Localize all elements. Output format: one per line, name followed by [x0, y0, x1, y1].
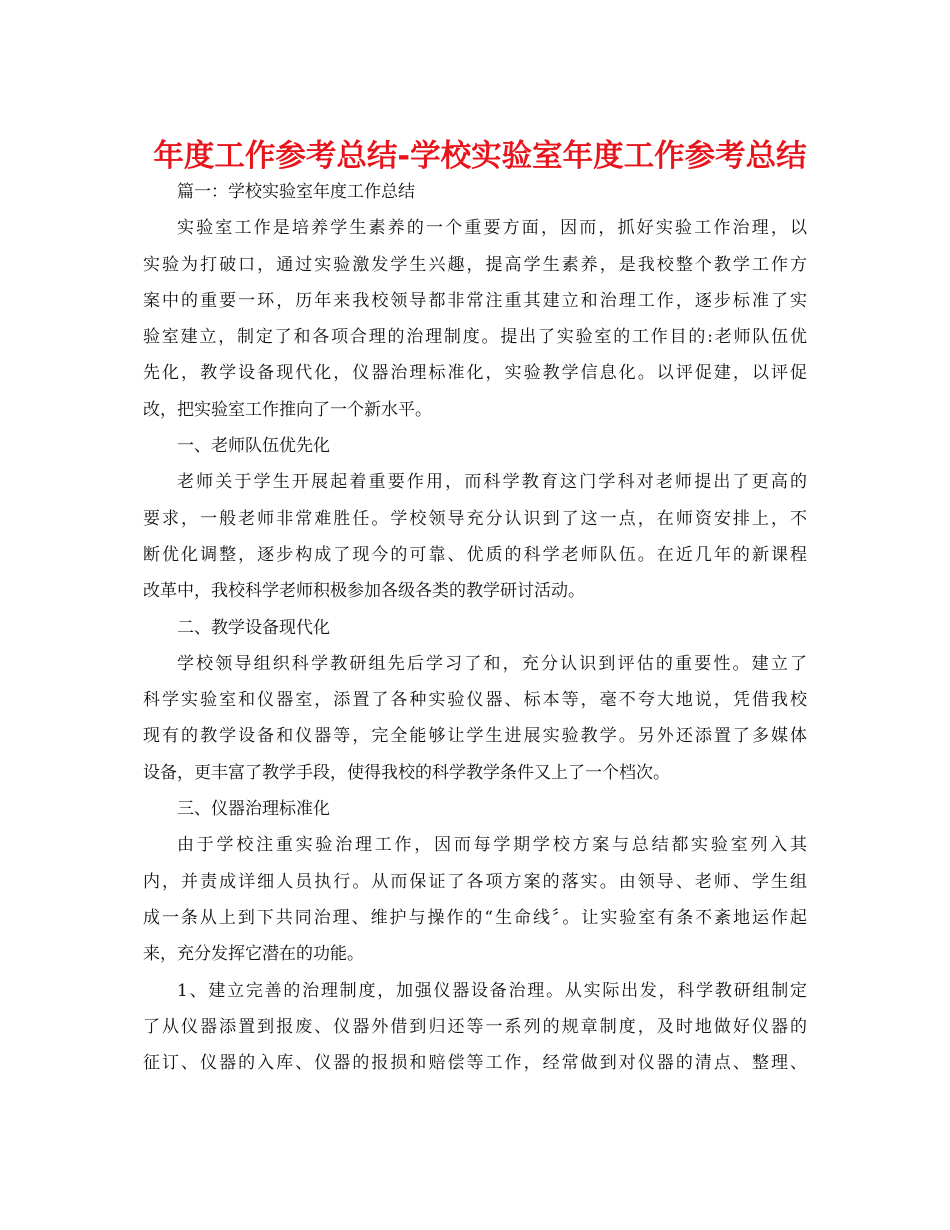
- paragraph-line: 征订、仪器的入库、仪器的报损和赔偿等工作，经常做到对仪器的清点、整理、: [143, 1053, 807, 1074]
- heading-line: 二、教学设备现代化: [177, 617, 330, 638]
- paragraph-section-2: [143, 646, 807, 791]
- paragraph-line: 内，并责成详细人员执行。从而保证了各项方案的落实。由领导、老师、学生组: [143, 871, 807, 892]
- paragraph-line: 先化，教学设备现代化，仪器治理标准化，实验教学信息化。以评促建，以评促: [143, 363, 807, 384]
- paragraph-line: 来，充分发挥它潜在的功能。: [143, 944, 364, 965]
- paragraph-line: 实验为打破口，通过实验激发学生兴趣，提高学生素养，是我校整个教学工作方: [143, 254, 807, 275]
- paragraph-line: 1、建立完善的治理制度，加强仪器设备治理。从实际出发，科学教研组制定: [177, 980, 807, 1001]
- paragraph-line: 学校领导组织科学教研组先后学习了和，充分认识到评估的重要性。建立了: [177, 653, 807, 674]
- section-heading-1: [143, 428, 807, 464]
- section-heading-3: [143, 791, 807, 827]
- paragraph-line: 改，把实验室工作推向了一个新水平。: [143, 399, 432, 420]
- paragraph-line: 了从仪器添置到报废、仪器外借到归还等一系列的规章制度，及时地做好仪器的: [143, 1016, 807, 1037]
- paragraph-line: 断优化调整，逐步构成了现今的可靠、优质的科学老师队伍。在近几年的新课程: [143, 544, 807, 565]
- paragraph-line: 案中的重要一环，历年来我校领导都非常注重其建立和治理工作，逐步标准了实: [143, 290, 807, 311]
- paragraph-line: 科学实验室和仪器室，添置了各种实验仪器、标本等，毫不夸大地说，凭借我校: [143, 690, 807, 711]
- paragraph-item-1: [143, 973, 807, 1082]
- paragraph-line: 改革中，我校科学老师积极参加各级各类的教学研讨活动。: [143, 581, 585, 602]
- heading-line: 篇一：学校实验室年度工作总结: [177, 182, 415, 202]
- paragraph-line: 要求，一般老师非常难胜任。学校领导充分认识到了这一点，在师资安排上，不: [143, 508, 807, 529]
- document-body: [143, 174, 807, 1081]
- section-heading-part-one: [143, 174, 807, 210]
- paragraph-intro: [143, 210, 807, 428]
- document-title: 年度工作参考总结-学校实验室年度工作参考总结: [153, 139, 807, 174]
- paragraph-section-1: [143, 464, 807, 609]
- paragraph-section-3: [143, 827, 807, 972]
- paragraph-line: 设备，更丰富了教学手段，使得我校的科学教学条件又上了一个档次。: [143, 762, 670, 783]
- paragraph-line: 由于学校注重实验治理工作，因而每学期学校方案与总结都实验室列入其: [177, 835, 807, 856]
- section-heading-2: [143, 610, 807, 646]
- heading-line: 一、老师队伍优先化: [177, 436, 330, 457]
- paragraph-line: 实验室工作是培养学生素养的一个重要方面，因而，抓好实验工作治理，以: [177, 218, 807, 239]
- paragraph-line: 成一条从上到下共同治理、维护与操作的“生命线〞。让实验室有条不紊地运作起: [143, 907, 807, 928]
- heading-line: 三、仪器治理标准化: [177, 799, 330, 820]
- paragraph-line: 老师关于学生开展起着重要作用，而科学教育这门学科对老师提出了更高的: [177, 472, 807, 493]
- paragraph-line: 现有的教学设备和仪器等，完全能够让学生进展实验教学。另外还添置了多媒体: [143, 726, 807, 747]
- paragraph-line: 验室建立，制定了和各项合理的治理制度。提出了实验室的工作目的:老师队伍优: [143, 327, 807, 348]
